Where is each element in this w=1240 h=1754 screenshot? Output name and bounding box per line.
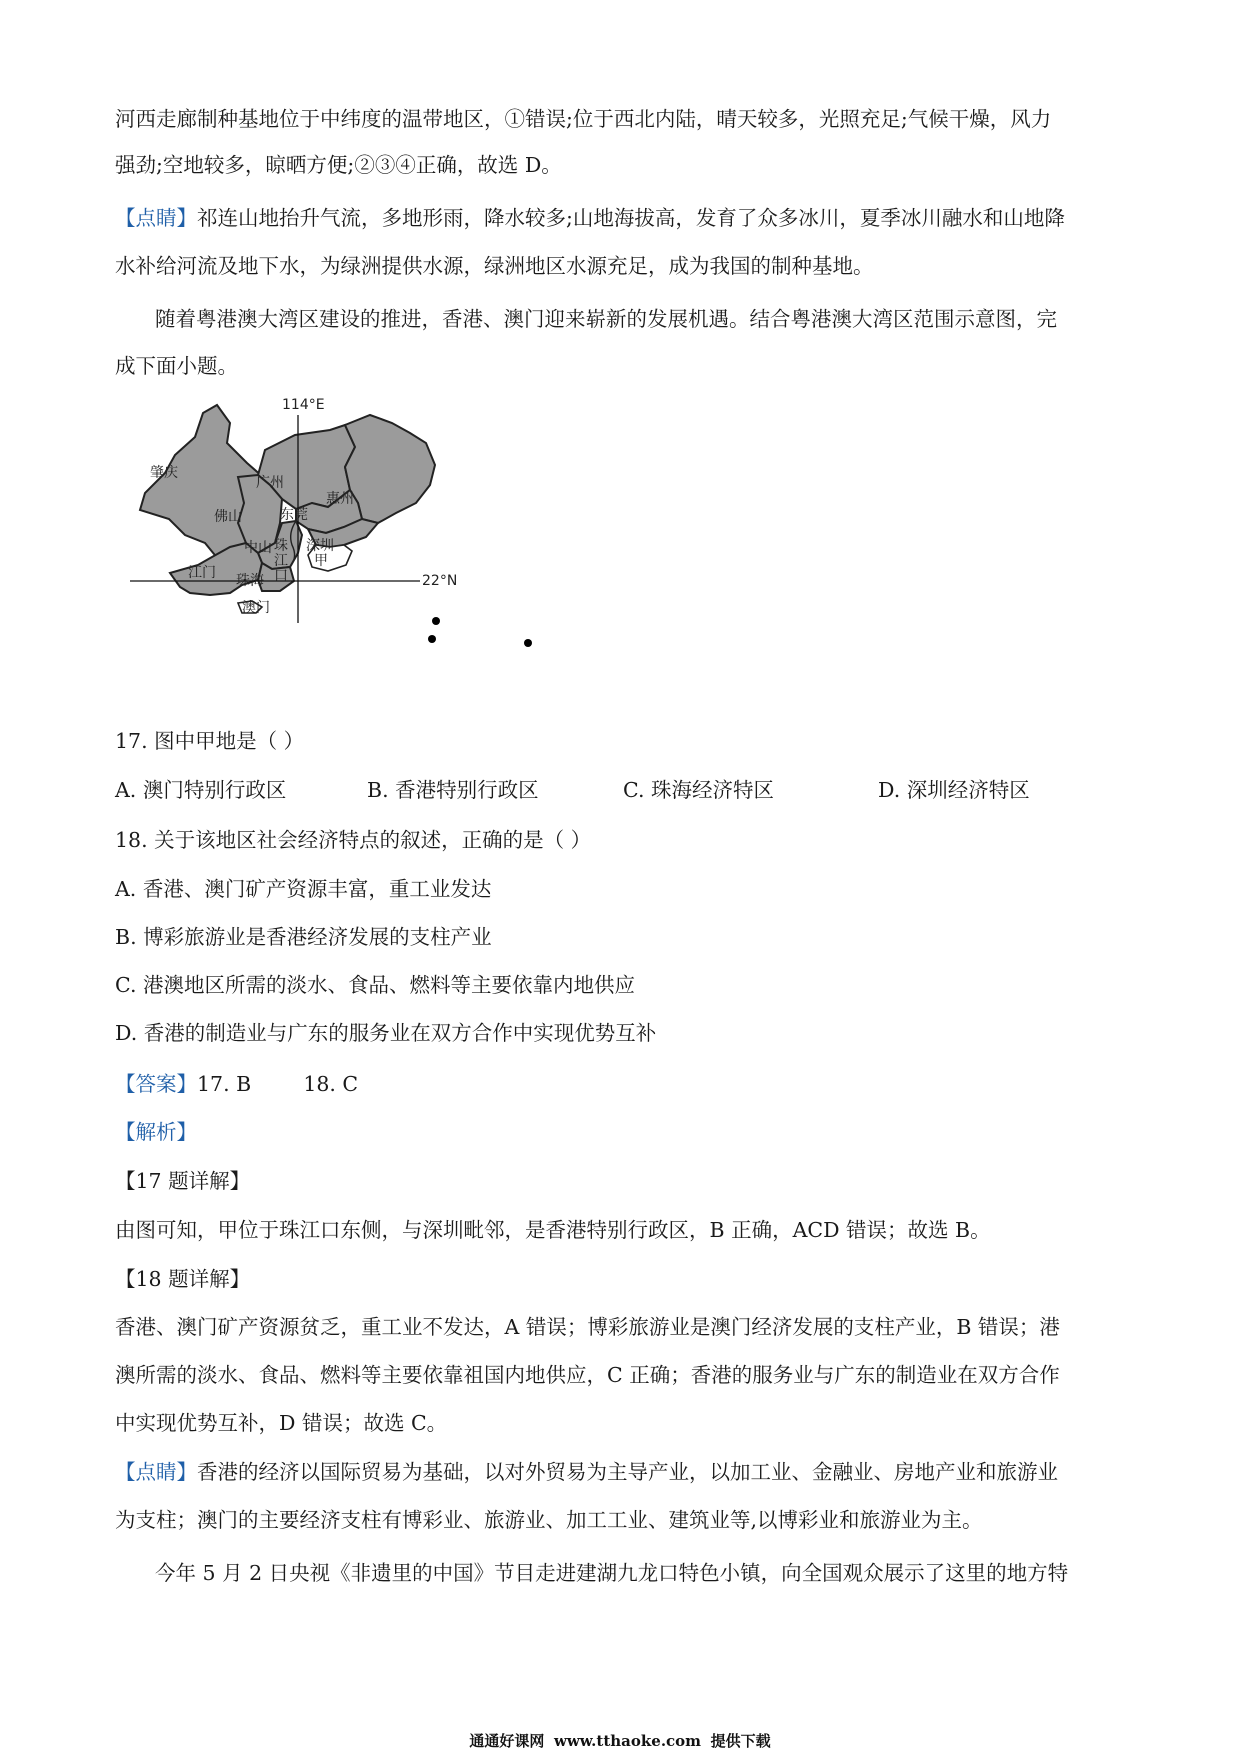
q18-option-b: B. 博彩旅游业是香港经济发展的支柱产业 [115,925,492,949]
note2-tag: 【点睛】 [115,1460,197,1484]
d17-title: 【17 题详解】 [115,1169,251,1193]
q18-option-d: D. 香港的制造业与广东的服务业在双方合作中实现优势互补 [115,1021,657,1045]
label-zhaoqing: 肇庆 [150,465,178,481]
label-macao: 澳门 [242,600,270,616]
island-dot [428,635,436,643]
page-footer [0,1730,1240,1751]
intro-line-1: 随着粤港澳大湾区建设的推进，香港、澳门迎来崭新的发展机遇。结合粤港澳大湾区范围示意图，完 [155,307,1057,331]
map-svg [130,395,610,705]
label-huizhou: 惠州 [326,491,354,507]
footer-url[interactable]: www.tthaoke.com [553,1732,702,1750]
note2-line-2: 为支柱；澳门的主要经济支柱有博彩业、旅游业、加工工业、建筑业等,以博彩业和旅游业为主。 [115,1508,983,1532]
label-jiangmen: 江门 [188,565,216,581]
q17-option-d: D. 深圳经济特区 [878,778,1030,802]
lon-label: 114°E [282,397,325,413]
q17-option-b: B. 香港特别行政区 [367,778,539,802]
q17-option-a: A. 澳门特别行政区 [115,778,287,802]
label-guangzhou: 广州 [256,475,284,491]
prev-note-line-2: 水补给河流及地下水，为绿洲提供水源，绿洲地区水源充足，成为我国的制种基地。 [115,254,874,278]
analysis-line [115,1117,197,1147]
lat-label: 22°N [422,573,458,589]
island-dot [432,617,440,625]
q18-stem: 18. 关于该地区社会经济特点的叙述，正确的是（ ） [115,828,592,852]
label-estuary-2: 江 [274,553,288,569]
footer-suffix: 提供下载 [710,1732,771,1750]
d18-line-2: 澳所需的淡水、食品、燃料等主要依靠祖国内地供应，C 正确；香港的服务业与广东的制造业在双方合作 [115,1363,1060,1387]
q17-option-c: C. 珠海经济特区 [623,778,774,802]
d18-title: 【18 题详解】 [115,1267,251,1291]
label-estuary-1: 珠 [274,538,288,554]
prev-note-text: 祁连山地抬升气流，多地形雨，降水较多;山地海拔高，发育了众多冰川，夏季冰川融水和山地降 [197,206,1065,230]
q17-stem: 17. 图中甲地是（ ） [115,729,305,753]
d18-line-3: 中实现优势互补，D 错误；故选 C。 [115,1411,448,1435]
next-intro-line-1: 今年 5 月 2 日央视《非遗里的中国》节目走进建湖九龙口特色小镇，向全国观众展示了这里的地方特 [155,1561,1069,1585]
island-dot [524,639,532,647]
prev-note-line-1 [115,203,1065,233]
label-jia: 甲 [314,553,328,569]
label-shenzhen: 深圳 [306,538,334,554]
prev-analysis-line-2: 强劲;空地较多，晾晒方便;②③④正确，故选 D。 [115,153,562,177]
answer-tag: 【答案】 [115,1072,197,1096]
answer-line [115,1069,358,1099]
label-dongguan: 东莞 [280,507,308,523]
label-foshan: 佛山 [214,509,242,525]
greater-bay-area-map [130,395,610,705]
footer-site: 通通好课网 [469,1732,545,1750]
note2-text: 香港的经济以国际贸易为基础，以对外贸易为主导产业，以加工业、金融业、房地产业和旅游业 [197,1460,1058,1484]
d17-text: 由图可知，甲位于珠江口东侧，与深圳毗邻，是香港特别行政区，B 正确，ACD 错误；故选 B。 [115,1218,991,1242]
answer-text: 17. B 18. C [197,1072,359,1096]
note-tag: 【点睛】 [115,206,197,230]
label-zhuhai: 珠海 [236,573,264,589]
label-zhongshan: 中山 [244,540,272,556]
label-estuary-3: 口 [274,568,288,584]
q18-option-c: C. 港澳地区所需的淡水、食品、燃料等主要依靠内地供应 [115,973,635,997]
note2-line-1 [115,1457,1058,1487]
q18-option-a: A. 香港、澳门矿产资源丰富，重工业发达 [115,877,492,901]
d18-line-1: 香港、澳门矿产资源贫乏，重工业不发达，A 错误；博彩旅游业是澳门经济发展的支柱产业，B 错误；港 [115,1315,1060,1339]
analysis-tag: 【解析】 [115,1120,197,1144]
prev-analysis-line-1: 河西走廊制种基地位于中纬度的温带地区，①错误;位于西北内陆，晴天较多，光照充足;气候干燥，风力 [115,107,1052,131]
intro-line-2: 成下面小题。 [115,354,238,378]
